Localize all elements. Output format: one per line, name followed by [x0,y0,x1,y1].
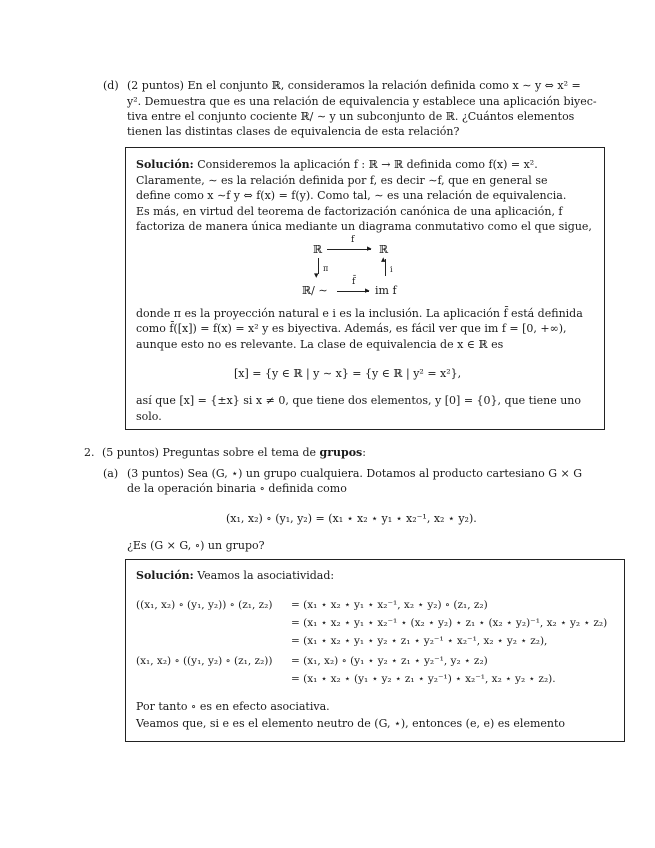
solution-2-row-1-2: = (x₁ ⋆ x₂ ⋆ y₁ ⋆ x₂⁻¹ ⋆ (x₂ ⋆ y₂) ⋆ z₁ ⋆ (x₂ ⋆ y₂)⁻¹, x₂ ⋆ y₂ ⋆ z₂) [291,617,608,629]
diagram-bottom-arrowhead: ▸ [365,286,370,296]
solution-2-row-1-3: = (x₁ ⋆ x₂ ⋆ y₁ ⋆ y₂ ⋆ z₁ ⋆ y₂⁻¹ ⋆ x₂⁻¹, x₂ ⋆ y₂ ⋆ z₂), [291,635,548,647]
diagram-top-arrowhead: ▸ [367,244,372,254]
solution-2-closing-line-2: Veamos que, si e es el elemento neutro de (G, ⋆), entonces (e, e) es elemento [136,717,566,730]
diagram-right-arrowhead: ▴ [381,255,386,265]
solution-1-first-line: Consideremos la aplicación f : ℝ → ℝ definida como f(x) = x². [197,158,538,171]
part-a-question: ¿Es (G × G, ∘) un grupo? [127,539,265,552]
question-2-heading: (5 puntos) Preguntas sobre el tema de grupos: [102,446,366,459]
solution-1-after-line-1: donde π es la proyección natural e i es la inclusión. La aplicación f̄ está definida [136,307,583,320]
diagram-top-arrow [327,249,371,250]
solution-box-2 [125,559,625,742]
part-d-line-3: tiva entre el conjunto cociente ℝ/ ∼ y un subconjunto de ℝ. ¿Cuántos elementos [127,110,575,123]
diagram-left-arrow-label: π [323,264,329,273]
solution-2-heading: Solución: [136,569,194,582]
solution-2-row-1-1: = (x₁ ⋆ x₂ ⋆ y₁ ⋆ x₂⁻¹, x₂ ⋆ y₂) ∘ (z₁, z₂) [291,599,488,611]
part-a-equation: (x₁, x₂) ∘ (y₁, y₂) = (x₁ ⋆ x₂ ⋆ y₁ ⋆ x₂⁻¹, x₂ ⋆ y₂). [226,512,477,525]
part-a-line-2: de la operación binaria ∘ definida como [127,482,347,495]
part-d-line-1: (2 puntos) En el conjunto ℝ, consideramos la relación definida como x ∼ y ⇔ x² = [127,79,581,92]
solution-1-line-4: Es más, en virtud del teorema de factorización canónica de una aplicación, f [136,205,563,218]
diagram-top-arrow-label: f [351,235,355,245]
solution-1-final-line-1: así que [x] = {±x} si x ≠ 0, que tiene dos elementos, y [0] = {0}, que tiene uno [136,394,582,407]
solution-2-row-2-2: = (x₁ ⋆ x₂ ⋆ (y₁ ⋆ y₂ ⋆ z₁ ⋆ y₂⁻¹) ⋆ x₂⁻¹, x₂ ⋆ y₂ ⋆ z₂). [291,673,556,685]
part-d-line-4: tienen las distintas clases de equivalencia de esta relación? [127,125,460,138]
solution-2-lhs-2: (x₁, x₂) ∘ ((y₁, y₂) ∘ (z₁, z₂)) [136,655,273,667]
solution-1-line-5: factoriza de manera única mediante un diagrama conmutativo como el que sigue, [136,220,592,233]
diagram-bottom-left: ℝ/ ∼ [302,284,328,297]
diagram-left-arrowhead: ▾ [314,271,319,281]
diagram-top-right: ℝ [379,243,389,256]
solution-2-lhs-1: ((x₁, x₂) ∘ (y₁, y₂)) ∘ (z₁, z₂) [136,599,273,611]
solution-1-line-3: define como x ∼f y ⇔ f(x) = f(y). Como tal, ∼ es una relación de equivalencia. [136,189,567,202]
part-d-label: (d) [103,79,119,92]
solution-1-after-line-2: como f̄([x]) = f(x) = x² y es biyectiva. Además, es fácil ver que im f = [0, +∞), [136,322,567,335]
part-a-line-1: (3 puntos) Sea (G, ⋆) un grupo cualquiera. Dotamos al producto cartesiano G × G [127,467,582,480]
solution-2-first-line: Veamos la asociatividad: [197,569,335,582]
question-2-topic: grupos [319,446,363,459]
diagram-bottom-arrow-label: f̄ [352,277,356,287]
part-d-line-2: y². Demuestra que es una relación de equivalencia y establece una aplicación biyec- [127,95,597,108]
solution-1-final-line-2: solo. [136,410,162,423]
solution-2-row-2-1: = (x₁, x₂) ∘ (y₁ ⋆ y₂ ⋆ z₁ ⋆ y₂⁻¹, y₂ ⋆ z₂) [291,655,488,667]
diagram-bottom-right: im f [375,284,397,297]
diagram-top-left: ℝ [313,243,323,256]
solution-2-closing-line-1: Por tanto ∘ es en efecto asociativa. [136,700,330,713]
solution-1-line-2: Claramente, ∼ es la relación definida por f, es decir ∼f, que en general se [136,174,548,187]
solution-1-heading: Solución: [136,158,194,171]
diagram-right-arrow-label: i [390,265,393,274]
solution-1-after-line-3: aunque esto no es relevante. La clase de equivalencia de x ∈ ℝ es [136,338,504,351]
solution-1-equation: [x] = {y ∈ ℝ | y ∼ x} = {y ∈ ℝ | y² = x²}, [234,367,462,380]
question-2-number: 2. [84,446,95,459]
part-a-label: (a) [103,467,119,480]
